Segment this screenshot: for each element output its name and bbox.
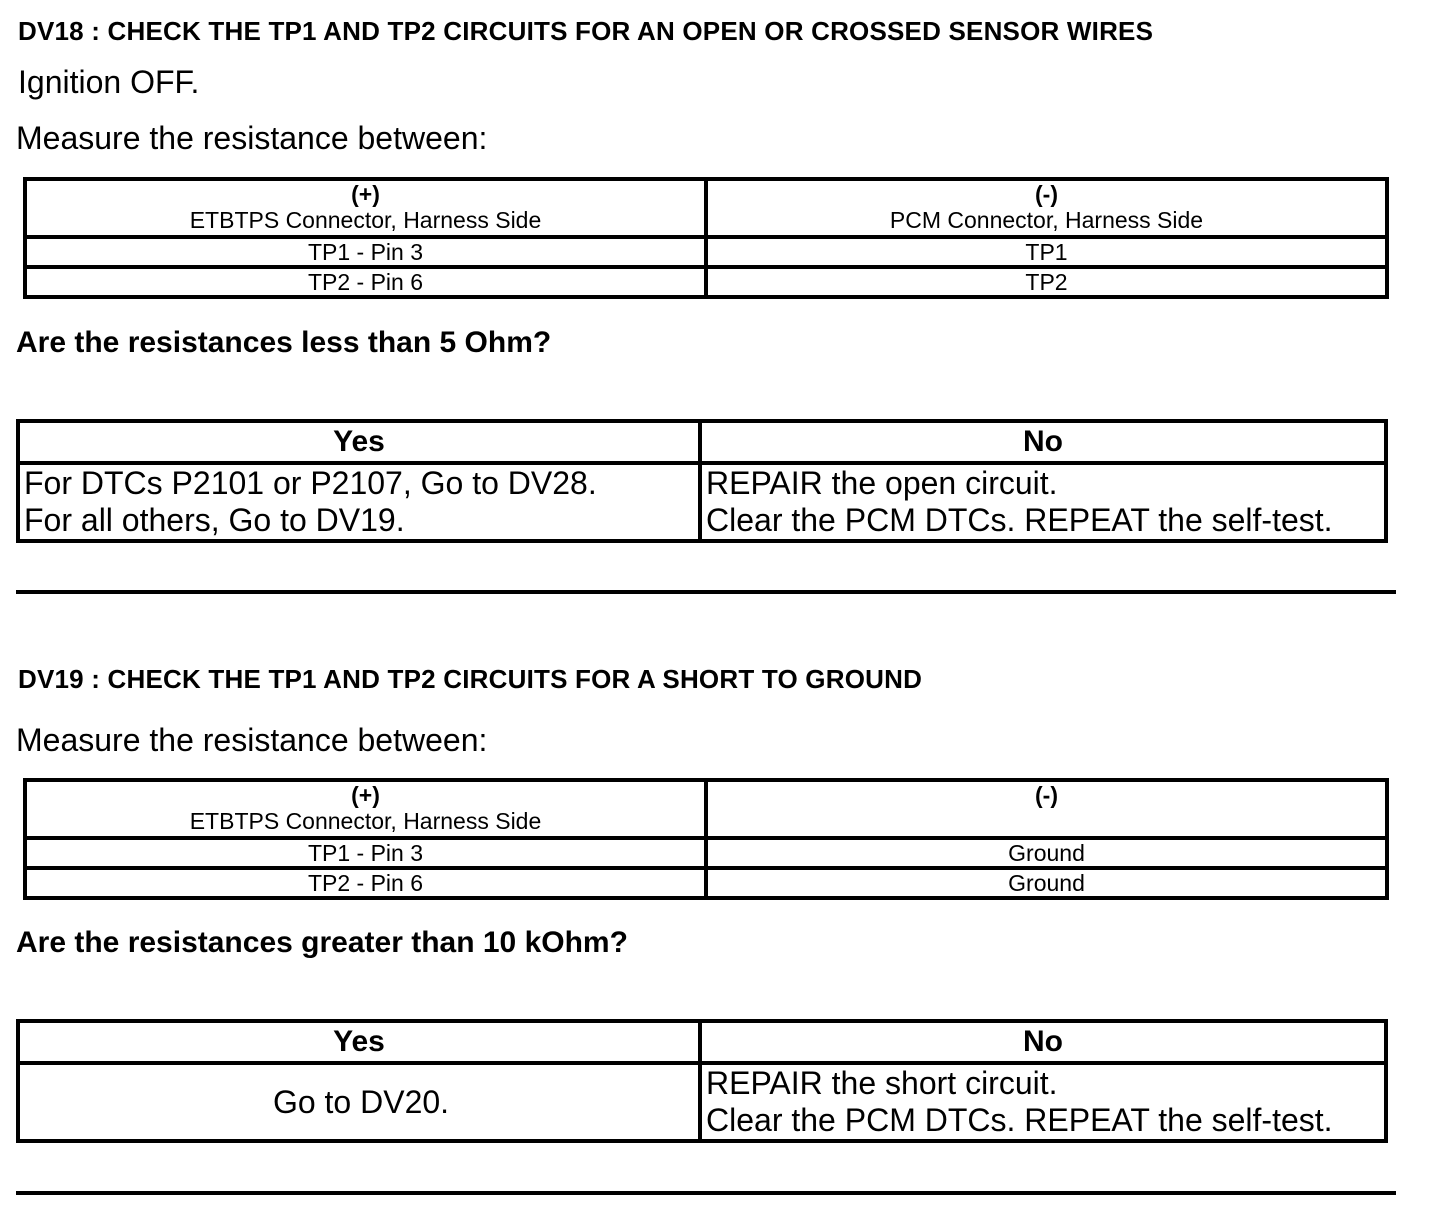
dv18-question: Are the resistances less than 5 Ohm? <box>16 326 552 359</box>
dv19-answer-table <box>16 1019 1388 1143</box>
table-header-row <box>25 179 1387 237</box>
table-row <box>25 868 1387 898</box>
dv18-answer-table <box>16 419 1388 543</box>
table-row <box>18 463 1386 541</box>
answer-line: For DTCs P2101 or P2107, Go to DV28. <box>24 465 597 501</box>
measure-col-title: ETBTPS Connector, Harness Side <box>189 207 542 233</box>
measure-col-plus <box>25 179 706 237</box>
no-cell <box>700 463 1386 541</box>
no-header: No <box>700 421 1386 463</box>
measure-col-minus <box>706 780 1387 838</box>
dv19-question: Are the resistances greater than 10 kOhm? <box>16 926 628 959</box>
table-row <box>25 838 1387 868</box>
measure-col-title: ETBTPS Connector, Harness Side <box>189 808 542 834</box>
table-cell: TP2 - Pin 6 <box>25 868 706 898</box>
dv18-instruction: Ignition OFF. <box>18 64 200 100</box>
yes-cell <box>18 1063 700 1141</box>
yes-header: Yes <box>18 1021 700 1063</box>
table-row <box>25 267 1387 297</box>
table-cell: TP2 - Pin 6 <box>25 267 706 297</box>
section-divider <box>16 1191 1396 1195</box>
table-cell: TP1 - Pin 3 <box>25 237 706 267</box>
answer-line: Go to DV20. <box>272 1083 450 1120</box>
dv18-heading: DV18 : CHECK THE TP1 AND TP2 CIRCUITS FOR AN OPEN OR CROSSED SENSOR WIRES <box>18 16 1154 46</box>
no-header: No <box>700 1021 1386 1063</box>
table-header-row <box>25 780 1387 838</box>
table-header-row <box>18 1021 1386 1063</box>
answer-line: Clear the PCM DTCs. REPEAT the self-test. <box>706 1102 1333 1138</box>
table-cell: TP1 <box>706 237 1387 267</box>
minus-sign: (-) <box>1035 782 1058 808</box>
dv19-heading: DV19 : CHECK THE TP1 AND TP2 CIRCUITS FOR A SHORT TO GROUND <box>18 664 923 694</box>
plus-sign: (+) <box>351 181 380 207</box>
answer-line: For all others, Go to DV19. <box>24 502 405 538</box>
table-cell: TP2 <box>706 267 1387 297</box>
measure-col-plus <box>25 780 706 838</box>
table-row <box>18 1063 1386 1141</box>
plus-sign: (+) <box>351 782 380 808</box>
minus-sign: (-) <box>1035 181 1058 207</box>
dv18-measure-label: Measure the resistance between: <box>16 120 488 156</box>
table-row <box>25 237 1387 267</box>
yes-cell <box>18 463 700 541</box>
table-cell: Ground <box>706 868 1387 898</box>
table-header-row <box>18 421 1386 463</box>
answer-line: REPAIR the short circuit. <box>706 1065 1058 1101</box>
table-cell: TP1 - Pin 3 <box>25 838 706 868</box>
dv19-measure-table <box>23 778 1389 900</box>
dv19-measure-label: Measure the resistance between: <box>16 722 488 758</box>
answer-line: Clear the PCM DTCs. REPEAT the self-test. <box>706 502 1333 538</box>
measure-col-title: PCM Connector, Harness Side <box>889 207 1204 233</box>
measure-col-minus <box>706 179 1387 237</box>
yes-header: Yes <box>18 421 700 463</box>
section-divider <box>16 590 1396 594</box>
no-cell <box>700 1063 1386 1141</box>
table-cell: Ground <box>706 838 1387 868</box>
dv18-measure-table <box>23 177 1389 299</box>
answer-line: REPAIR the open circuit. <box>706 465 1058 501</box>
